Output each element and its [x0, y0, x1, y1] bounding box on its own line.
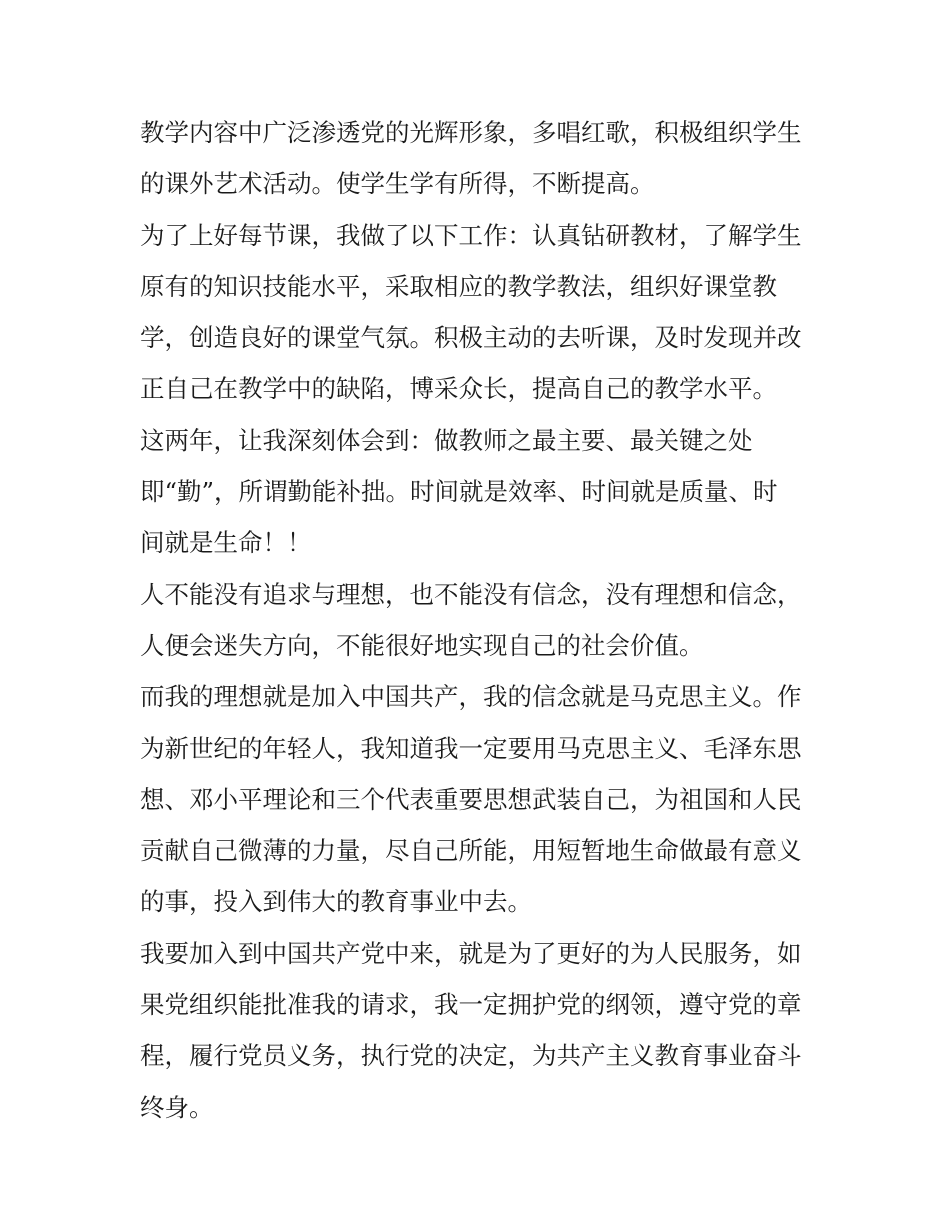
text-line: 程，履行党员义务，执行党的决定，为共产主义教育事业奋斗: [140, 1041, 802, 1071]
text-line: 学，创造良好的课堂气氛。积极主动的去听课，及时发现并改: [140, 323, 802, 353]
text-line: 间就是生命！！: [140, 528, 312, 558]
text-line: 这两年，让我深刻体会到：做教师之最主要、最关键之处: [140, 425, 753, 455]
text-line: 的课外艺术活动。使学生学有所得，不断提高。: [140, 169, 655, 199]
text-line: 原有的知识技能水平，采取相应的教学教法，组织好课堂教: [140, 271, 777, 301]
text-line: 正自己在教学中的缺陷，博采众长，提高自己的教学水平。: [140, 374, 777, 404]
text-line: 想、邓小平理论和三个代表重要思想武装自己，为祖国和人民: [140, 784, 802, 814]
text-line: 果党组织能批准我的请求，我一定拥护党的纲领，遵守党的章: [140, 990, 802, 1020]
text-line: 终身。: [140, 1092, 214, 1122]
text-line: 的事，投入到伟大的教育事业中去。: [140, 887, 532, 917]
text-line: 人不能没有追求与理想，也不能没有信念，没有理想和信念，: [140, 579, 802, 609]
text-line: 为新世纪的年轻人，我知道我一定要用马克思主义、毛泽东思: [140, 733, 802, 763]
text-line: 贡献自己微薄的力量，尽自己所能，用短暂地生命做最有意义: [140, 836, 802, 866]
text-line: 教学内容中广泛渗透党的光辉形象，多唱红歌，积极组织学生: [140, 118, 802, 147]
text-line: 人便会迷失方向，不能很好地实现自己的社会价值。: [140, 630, 704, 660]
document-body: [140, 107, 830, 1133]
text-line: 为了上好每节课，我做了以下工作：认真钻研教材，了解学生: [140, 220, 802, 250]
text-line: 而我的理想就是加入中国共产，我的信念就是马克思主义。作: [140, 682, 802, 712]
text-line: 我要加入到中国共产党中来，就是为了更好的为人民服务，如: [140, 938, 802, 968]
text-line: 即“勤”，所谓勤能补拙。时间就是效率、时间就是质量、时: [140, 477, 778, 507]
